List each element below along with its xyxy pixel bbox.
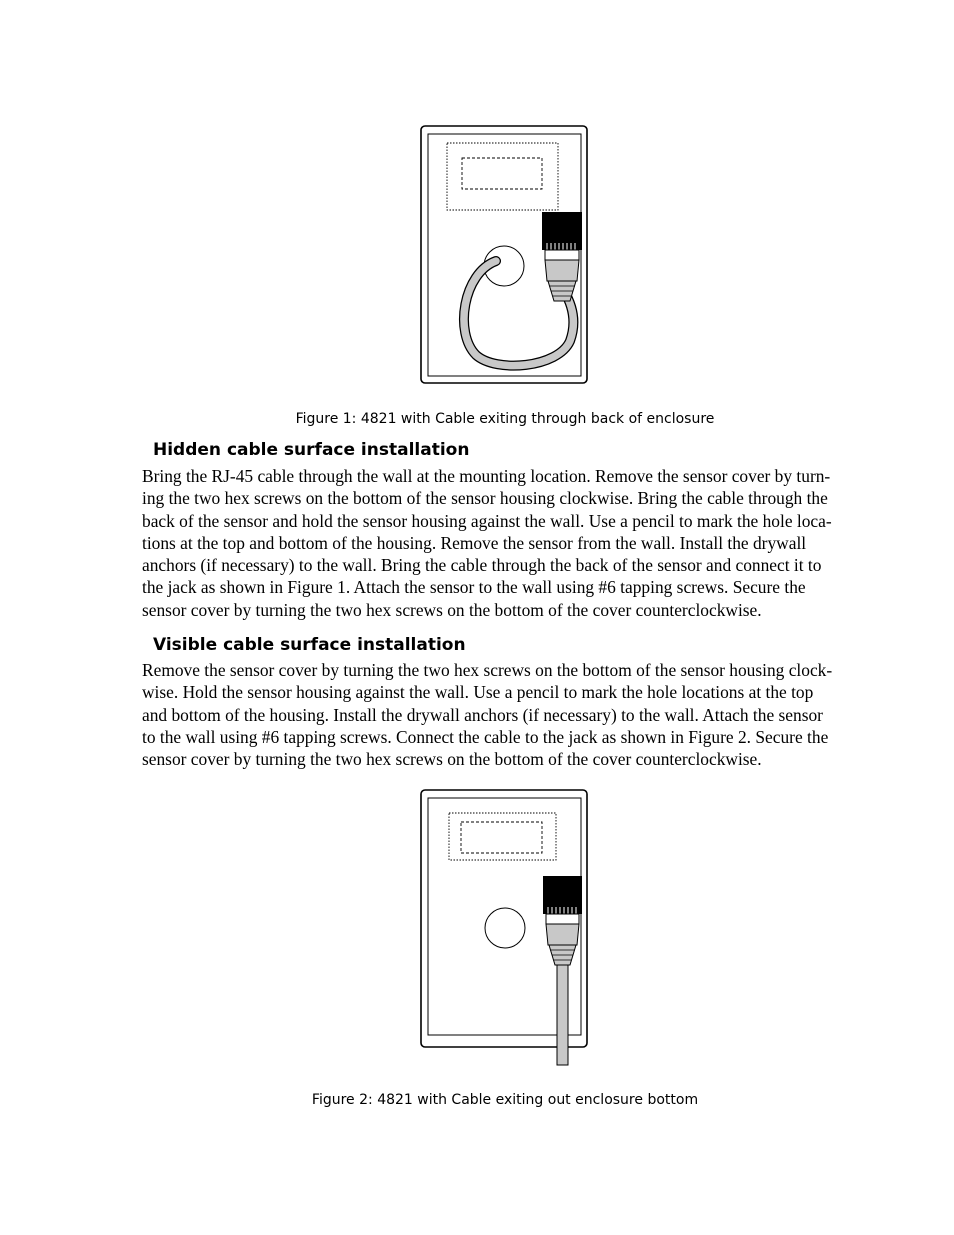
- rj45-plug-head: [546, 914, 579, 924]
- paragraph-line: back of the sensor and hold the sensor housing against the wall. Use a pencil to mark the hole loca-: [142, 510, 832, 531]
- figure-1-diagram: [418, 123, 592, 389]
- figure-1-caption: Figure 1: 4821 with Cable exiting through back of enclosure: [295, 411, 715, 427]
- paragraph-line: ing the two hex screws on the bottom of the sensor housing clockwise. Bring the cable through the: [142, 488, 828, 509]
- rj45-jack: [542, 212, 582, 250]
- paragraph-line: to the wall using #6 tapping screws. Connect the cable to the jack as shown in Figure 2. Secure the: [142, 726, 829, 747]
- section-heading-hidden-cable: Hidden cable surface installation: [153, 440, 470, 460]
- paragraph-line: wise. Hold the sensor housing against the wall. Use a pencil to mark the hole locations at the top: [142, 682, 814, 703]
- paragraph-line: the jack as shown in Figure 1. Attach the sensor to the wall using #6 tapping screws. Secure the: [142, 577, 806, 598]
- cable-hole: [485, 908, 525, 948]
- rj45-plug-head: [545, 250, 579, 260]
- paragraph-line: anchors (if necessary) to the wall. Bring the cable through the back of the sensor and connect it to: [142, 555, 822, 576]
- figure-2-caption: Figure 2: 4821 with Cable exiting out enclosure bottom: [311, 1092, 699, 1108]
- section-heading-visible-cable: Visible cable surface installation: [153, 635, 466, 655]
- paragraph-line: Remove the sensor cover by turning the two hex screws on the bottom of the sensor housing clock-: [142, 660, 833, 680]
- paragraph-line: sensor cover by turning the two hex screws on the bottom of the cover counterclockwise.: [142, 749, 762, 770]
- paragraph-line: tions at the top and bottom of the housing. Remove the sensor from the wall. Install the drywall: [142, 532, 807, 553]
- paragraph-line: Bring the RJ-45 cable through the wall at the mounting location. Remove the sensor cover by turn-: [142, 466, 831, 486]
- cable-straight: [557, 965, 568, 1065]
- paragraph-hidden-cable: [142, 465, 902, 621]
- rj45-plug-body: [545, 260, 579, 281]
- rj45-plug-body: [546, 924, 579, 945]
- figure-2-diagram: [418, 787, 592, 1069]
- paragraph-visible-cable: [142, 659, 902, 770]
- paragraph-line: and bottom of the housing. Install the drywall anchors (if necessary) to the wall. Attach the sensor: [142, 704, 823, 725]
- paragraph-line: sensor cover by turning the two hex screws on the bottom of the cover counterclockwise.: [142, 599, 762, 620]
